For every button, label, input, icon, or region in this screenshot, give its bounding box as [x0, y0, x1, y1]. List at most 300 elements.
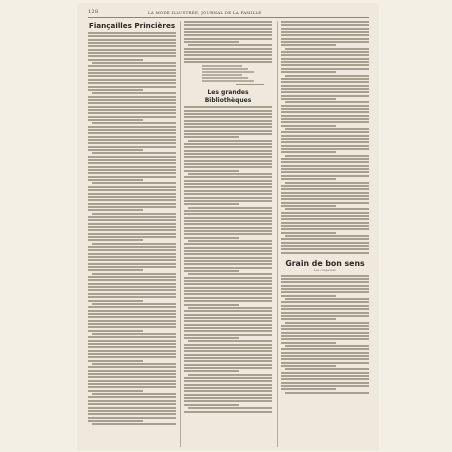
text-line: [281, 41, 369, 43]
text-line: [88, 413, 176, 415]
text-line: [88, 360, 143, 362]
text-line: [88, 59, 143, 61]
text-line: [281, 78, 369, 80]
text-line: [88, 396, 176, 398]
text-line: [88, 199, 176, 201]
text-line: [92, 393, 176, 395]
text-line: [281, 291, 369, 293]
text-line: [184, 287, 272, 289]
text-line: [184, 400, 272, 402]
text-line: [88, 223, 176, 225]
text-line: [184, 227, 272, 229]
text-line: [281, 135, 369, 137]
text-line: [184, 166, 272, 168]
text-line: [281, 332, 369, 334]
text-line: [281, 178, 336, 180]
column-divider: [180, 21, 181, 447]
text-line: [184, 320, 272, 322]
text-line: [281, 358, 369, 360]
text-line: [188, 140, 272, 142]
text-line: [281, 171, 369, 173]
text-line: [88, 156, 176, 158]
text-line: [281, 88, 369, 90]
text-line: [281, 248, 369, 250]
column-3: [281, 21, 369, 447]
text-line: [88, 370, 176, 372]
text-line: [281, 305, 369, 307]
column-divider: [277, 21, 278, 447]
text-line: [88, 253, 176, 255]
text-line: [281, 121, 369, 123]
text-line: [88, 276, 176, 278]
text-line: [184, 133, 272, 135]
text-line: [88, 286, 176, 288]
article-body: [184, 21, 272, 63]
verse-line: [202, 74, 242, 76]
text-line: [184, 113, 272, 115]
text-line: [184, 54, 272, 56]
text-line: [184, 183, 272, 185]
text-line: [88, 89, 143, 91]
text-line: [88, 86, 176, 88]
text-line: [88, 116, 176, 118]
article-title-bibliotheques: Les grandes Bibliothèques: [204, 89, 252, 105]
text-line: [281, 198, 369, 200]
text-line: [184, 364, 272, 366]
text-line: [184, 156, 272, 158]
text-line: [281, 218, 369, 220]
text-line: [88, 350, 176, 352]
text-line: [88, 410, 176, 412]
text-line: [184, 253, 272, 255]
text-line: [88, 99, 176, 101]
text-line: [281, 151, 336, 153]
text-line: [88, 300, 143, 302]
text-line: [184, 360, 272, 362]
text-line: [92, 243, 176, 245]
text-line: [281, 335, 369, 337]
newspaper-page: [78, 4, 378, 450]
text-line: [281, 165, 369, 167]
text-line: [88, 353, 176, 355]
text-line: [285, 322, 369, 324]
text-line: [281, 188, 369, 190]
text-line: [88, 356, 176, 358]
article-body: [88, 32, 176, 425]
text-line: [184, 327, 272, 329]
text-line: [285, 128, 369, 130]
text-line: [184, 387, 272, 389]
text-line: [281, 342, 336, 344]
text-line: [184, 260, 272, 262]
text-line: [88, 139, 176, 141]
text-line: [184, 120, 272, 122]
text-line: [281, 161, 369, 163]
text-line: [88, 417, 176, 419]
text-line: [184, 160, 272, 162]
text-line: [281, 118, 369, 120]
page-number: 128: [88, 9, 99, 15]
text-line: [188, 240, 272, 242]
text-line: [281, 115, 369, 117]
text-line: [88, 72, 176, 74]
article-subtitle: Les coupeuses: [314, 268, 336, 272]
text-line: [281, 145, 369, 147]
text-line: [184, 233, 272, 235]
text-line: [88, 310, 176, 312]
text-line: [184, 203, 239, 205]
text-line: [88, 186, 176, 188]
text-line: [92, 92, 176, 94]
text-line: [88, 32, 176, 34]
text-line: [281, 54, 369, 56]
text-line: [88, 96, 176, 98]
text-line: [184, 210, 272, 212]
text-line: [88, 373, 176, 375]
text-line: [92, 273, 176, 275]
text-line: [184, 350, 272, 352]
verse-line: [202, 80, 254, 82]
text-line: [281, 378, 369, 380]
text-line: [88, 146, 176, 148]
text-line: [184, 263, 272, 265]
text-line: [281, 238, 369, 240]
text-line: [184, 21, 272, 23]
text-line: [281, 91, 369, 93]
text-line: [88, 323, 176, 325]
text-line: [184, 384, 272, 386]
text-line: [285, 208, 369, 210]
text-line: [281, 348, 369, 350]
text-line: [88, 193, 176, 195]
text-line: [184, 243, 272, 245]
text-line: [184, 394, 272, 396]
header-rule: [88, 17, 369, 18]
text-line: [184, 317, 272, 319]
text-line: [88, 169, 176, 171]
text-line: [281, 312, 369, 314]
text-line: [184, 267, 272, 269]
text-line: [88, 420, 143, 422]
text-line: [88, 172, 176, 174]
text-line: [281, 31, 369, 33]
text-line: [88, 136, 176, 138]
text-line: [88, 383, 176, 385]
text-line: [184, 390, 272, 392]
text-line: [184, 290, 272, 292]
text-line: [88, 132, 176, 134]
verse-line: [202, 71, 254, 73]
text-line: [88, 75, 176, 77]
text-line: [281, 58, 369, 60]
text-line: [92, 152, 176, 154]
text-line: [184, 270, 239, 272]
text-line: [281, 138, 369, 140]
text-line: [184, 116, 272, 118]
text-line: [92, 62, 176, 64]
text-line: [188, 407, 272, 409]
text-line: [281, 61, 369, 63]
text-line: [88, 149, 143, 151]
text-line: [88, 330, 143, 332]
text-line: [285, 75, 369, 77]
text-line: [184, 200, 272, 202]
text-line: [88, 239, 143, 241]
text-line: [184, 330, 272, 332]
text-line: [188, 273, 272, 275]
text-line: [281, 105, 369, 107]
text-line: [281, 245, 369, 247]
text-line: [184, 337, 239, 339]
text-line: [88, 106, 176, 108]
text-line: [184, 247, 272, 249]
text-line: [184, 28, 272, 30]
text-line: [281, 385, 369, 387]
text-line: [188, 173, 272, 175]
text-line: [281, 185, 369, 187]
text-line: [281, 212, 369, 214]
text-line: [88, 162, 176, 164]
text-line: [281, 205, 336, 207]
text-line: [281, 131, 369, 133]
text-line: [88, 196, 176, 198]
text-line: [281, 71, 336, 73]
text-line: [184, 153, 272, 155]
text-line: [88, 403, 176, 405]
text-line: [281, 44, 336, 46]
text-line: [88, 400, 176, 402]
text-line: [184, 217, 272, 219]
text-line: [88, 82, 176, 84]
text-line: [281, 225, 369, 227]
text-line: [88, 296, 176, 298]
text-line: [184, 324, 272, 326]
text-line: [184, 223, 272, 225]
text-line: [281, 288, 369, 290]
text-line: [281, 202, 369, 204]
text-line: [281, 308, 369, 310]
text-line: [184, 380, 272, 382]
text-line: [184, 411, 272, 413]
text-line: [281, 68, 369, 70]
text-line: [88, 289, 176, 291]
text-line: [281, 34, 369, 36]
text-line: [188, 44, 272, 46]
text-line: [281, 24, 369, 26]
text-line: [184, 136, 239, 138]
text-line: [88, 226, 176, 228]
text-line: [184, 293, 272, 295]
text-line: [285, 155, 369, 157]
text-line: [285, 235, 369, 237]
text-line: [184, 130, 272, 132]
text-line: [184, 280, 272, 282]
text-line: [88, 249, 176, 251]
text-line: [88, 79, 176, 81]
text-line: [281, 81, 369, 83]
text-line: [285, 392, 369, 394]
text-line: [184, 190, 272, 192]
article-body: [281, 275, 369, 394]
text-line: [88, 293, 176, 295]
signature-line: [236, 84, 264, 86]
text-line: [281, 352, 369, 354]
page-header: [88, 9, 369, 17]
article-title-fiancailles: Fiançailles Princières: [88, 21, 176, 30]
text-line: [184, 370, 239, 372]
text-line: [88, 229, 176, 231]
text-line: [281, 85, 369, 87]
text-line: [184, 123, 272, 125]
text-line: [88, 407, 176, 409]
text-line: [92, 423, 176, 425]
text-line: [184, 283, 272, 285]
text-line: [184, 48, 272, 50]
text-line: [281, 252, 369, 254]
text-line: [281, 388, 336, 390]
text-line: [184, 58, 272, 60]
verse-line: [202, 65, 242, 67]
text-line: [88, 316, 176, 318]
text-line: [88, 209, 143, 211]
article-body: [184, 106, 272, 412]
text-line: [184, 41, 239, 43]
text-line: [184, 176, 272, 178]
text-line: [92, 333, 176, 335]
text-line: [184, 106, 272, 108]
text-line: [281, 195, 369, 197]
text-line: [88, 259, 176, 261]
text-line: [281, 372, 369, 374]
text-line: [184, 51, 272, 53]
text-line: [88, 159, 176, 161]
text-line: [281, 275, 369, 277]
text-line: [184, 367, 272, 369]
text-line: [281, 222, 369, 224]
text-line: [88, 256, 176, 258]
text-line: [188, 207, 272, 209]
text-line: [184, 186, 272, 188]
text-line: [88, 283, 176, 285]
text-line: [281, 111, 369, 113]
text-line: [281, 232, 336, 234]
text-line: [281, 175, 369, 177]
verse-line: [202, 68, 248, 70]
text-line: [184, 277, 272, 279]
text-line: [184, 61, 272, 63]
text-line: [88, 142, 176, 144]
text-line: [281, 215, 369, 217]
text-line: [88, 112, 176, 114]
text-line: [281, 328, 369, 330]
text-line: [285, 48, 369, 50]
text-line: [88, 346, 176, 348]
text-line: [88, 219, 176, 221]
text-line: [188, 340, 272, 342]
text-line: [281, 382, 369, 384]
text-line: [88, 65, 176, 67]
text-line: [281, 365, 336, 367]
text-line: [281, 228, 369, 230]
text-line: [88, 376, 176, 378]
text-line: [88, 42, 176, 44]
text-line: [88, 176, 176, 178]
poem-excerpt: [202, 65, 272, 82]
text-line: [184, 213, 272, 215]
column-2: [184, 21, 272, 447]
text-line: [88, 55, 176, 57]
text-line: [281, 141, 369, 143]
text-line: [88, 189, 176, 191]
text-line: [188, 374, 272, 376]
article-body: [281, 21, 369, 254]
text-line: [184, 170, 239, 172]
text-line: [281, 318, 336, 320]
text-line: [184, 163, 272, 165]
text-line: [184, 110, 272, 112]
text-line: [88, 236, 176, 238]
text-line: [281, 338, 369, 340]
text-line: [88, 102, 176, 104]
text-line: [88, 269, 143, 271]
text-line: [281, 98, 336, 100]
text-line: [285, 368, 369, 370]
text-line: [281, 38, 369, 40]
text-line: [184, 143, 272, 145]
text-line: [88, 166, 176, 168]
text-line: [184, 197, 272, 199]
text-line: [88, 380, 176, 382]
text-line: [281, 281, 369, 283]
text-line: [281, 21, 369, 23]
text-line: [92, 122, 176, 124]
text-line: [188, 307, 272, 309]
text-line: [281, 285, 369, 287]
text-line: [184, 230, 272, 232]
text-line: [281, 295, 336, 297]
text-line: [285, 182, 369, 184]
text-line: [88, 306, 176, 308]
text-line: [281, 325, 369, 327]
text-line: [184, 126, 272, 128]
text-line: [281, 125, 336, 127]
text-line: [184, 397, 272, 399]
text-line: [88, 343, 176, 345]
text-line: [184, 150, 272, 152]
text-line: [184, 347, 272, 349]
text-line: [184, 297, 272, 299]
text-line: [88, 35, 176, 37]
text-line: [281, 148, 369, 150]
text-line: [184, 404, 239, 406]
text-line: [184, 257, 272, 259]
text-line: [88, 263, 176, 265]
text-line: [88, 203, 176, 205]
text-line: [281, 64, 369, 66]
text-line: [184, 304, 239, 306]
text-line: [184, 34, 272, 36]
text-line: [88, 366, 176, 368]
text-line: [184, 24, 272, 26]
text-line: [88, 52, 176, 54]
text-line: [281, 301, 369, 303]
text-line: [88, 49, 176, 51]
text-line: [88, 336, 176, 338]
running-title: LA MODE ILLUSTRÉE, JOURNAL DE LA FAMILLE: [148, 10, 262, 15]
text-line: [88, 39, 176, 41]
text-line: [281, 242, 369, 244]
text-line: [184, 334, 272, 336]
